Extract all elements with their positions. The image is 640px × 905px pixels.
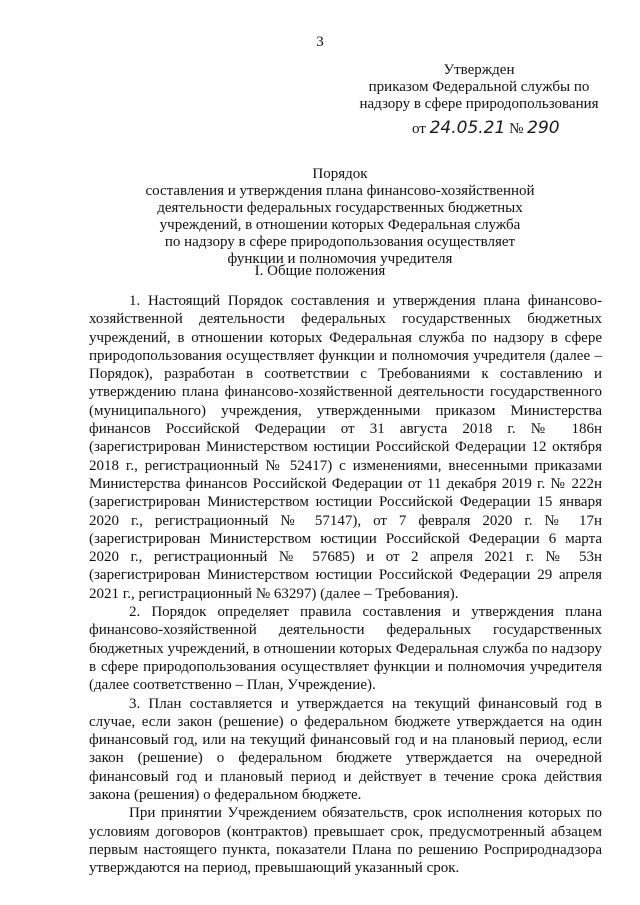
approval-stamp [354, 62, 604, 113]
page-number: 3 [316, 34, 324, 50]
document-title [120, 166, 560, 268]
title-line-6: функции и полномочия учредителя [227, 251, 453, 267]
order-date-number [412, 118, 560, 138]
approval-line-2: приказом Федеральной службы по [368, 79, 590, 95]
approval-line-1: Утвержден [443, 62, 515, 78]
paragraph-2: 2. Порядок определяет правила составления и утверждения плана финансово-хозяйственной деятельности федеральных государственных бюджетных учреждений, в отношении которых Федеральная служба по надзору в сфере природопользования осуществляет функции и полномочия учредителя (далее соответственно – План, Учреждение). [89, 604, 602, 694]
section-heading: I. Общие положения [254, 263, 386, 279]
title-line-1: Порядок [312, 166, 368, 182]
title-line-3: деятельности федеральных государственных бюджетных [157, 200, 523, 216]
paragraph-4: При принятии Учреждением обязательств, срок исполнения которых по условиям договоров (контрактов) превышает срок, предусмотренный абзацем первым настоящего пункта, показатели Плана по решению Росприроднадзора утверждаются на период, превышающий указанный срок. [89, 805, 602, 877]
paragraph-1: 1. Настоящий Порядок составления и утверждения плана финансово-хозяйственной деятельности федеральных государственных бюджетных учреждений, в отношении которых Федеральная служба по надзору в сфере природопользования осуществляет функции и полномочия учредителя (далее – Порядок), разработан в соответствии с Требованиями к составлению и утверждению плана финансово-хозяйственной деятельности государственного (муниципального) учреждения, утвержденными приказом Министерства финансов Российской Федерации от 31 августа 2018 г. № 186н (зарегистрирован Министерством юстиции Российской Федерации 12 октября 2018 г., регистрационный № 52417) с изменениями, внесенными приказами Министерства финансов Российской Федерации от 11 декабря 2019 г. № 222н (зарегистрирован Министерством юстиции Российской Федерации 15 января 2020 г., регистрационный № 57147), от 7 февраля 2020 г. № 17н (зарегистрирован Министерством юстиции Российской Федерации 6 марта 2020 г., регистрационный № 57685) и от 2 апреля 2021 г. № 53н (зарегистрирован Министерством юстиции Российской Федерации 29 апреля 2021 г., регистрационный № 63297) (далее – Требования). [89, 293, 602, 602]
number-prefix: № [509, 121, 524, 137]
document-body [89, 292, 602, 878]
title-line-5: по надзору в сфере природопользования осуществляет [164, 234, 516, 250]
approval-line-3: надзору в сфере природопользования [359, 96, 599, 112]
title-line-2: составления и утверждения плана финансово-хозяйственной [145, 183, 535, 199]
date-prefix: от [412, 121, 426, 137]
handwritten-date: 24.05.21 [429, 118, 506, 138]
handwritten-number: 290 [527, 118, 560, 138]
paragraph-3: 3. План составляется и утверждается на текущий финансовый год в случае, если закон (решение) о федеральном бюджете утверждается на один финансовый год, или на текущий финансовый год и на плановый период, если закон (решение) о федеральном бюджете утверждается на очередной финансовый год и плановый период и действует в течение срока действия закона (решения) о федеральном бюджете. [89, 695, 602, 804]
title-line-4: учреждений, в отношении которых Федеральная служба [159, 217, 521, 233]
